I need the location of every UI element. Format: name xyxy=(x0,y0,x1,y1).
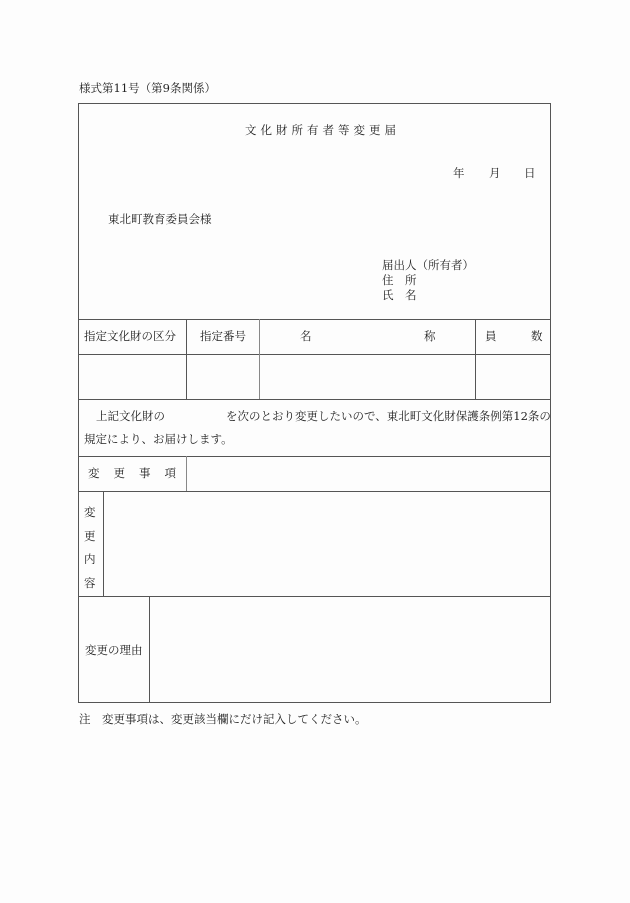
header-name-1: 名 xyxy=(300,329,312,343)
form-title: 文化財所有者等変更届 xyxy=(245,123,400,137)
header-count-1: 員 xyxy=(485,329,497,343)
change-item-field[interactable] xyxy=(187,457,550,491)
header-count-2: 数 xyxy=(531,329,543,343)
date-year-label: 年 xyxy=(453,166,465,180)
applicant-address-field[interactable] xyxy=(420,272,545,287)
statement-line2: 規定により、お届けします。 xyxy=(84,432,233,446)
property-name-field[interactable] xyxy=(260,355,475,399)
header-category: 指定文化財の区分 xyxy=(84,329,176,343)
applicant-name-field[interactable] xyxy=(420,287,545,302)
footnote: 注 変更事項は、変更該当欄にだけ記入してください。 xyxy=(79,712,367,726)
applicant-address-label: 住 所 xyxy=(382,273,417,287)
applicant-label: 届出人（所有者） xyxy=(382,258,474,272)
date-day-label: 日 xyxy=(524,166,536,180)
statement-part1: 上記文化財の xyxy=(96,409,165,423)
change-reason-field[interactable] xyxy=(150,597,550,702)
header-name-2: 称 xyxy=(424,329,436,343)
date-month-label: 月 xyxy=(489,166,501,180)
divider xyxy=(78,399,551,400)
form-number: 様式第11号（第9条関係） xyxy=(79,81,216,95)
category-field[interactable] xyxy=(79,355,186,399)
header-designation-number: 指定番号 xyxy=(200,329,246,343)
change-content-field[interactable] xyxy=(104,492,550,596)
statement-part2: を次のとおり変更したいので、東北町文化財保護条例第12条の xyxy=(226,409,551,423)
change-item-label: 変 更 事 項 xyxy=(88,466,176,480)
addressee: 東北町教育委員会様 xyxy=(108,212,212,226)
change-content-label: 変 更 内 容 xyxy=(84,505,96,590)
change-reason-label: 変更の理由 xyxy=(85,643,143,657)
divider xyxy=(78,319,551,320)
count-field[interactable] xyxy=(476,355,550,399)
applicant-name-label: 氏 名 xyxy=(382,288,417,302)
statement-blank-field[interactable] xyxy=(168,407,223,423)
designation-number-field[interactable] xyxy=(187,355,259,399)
